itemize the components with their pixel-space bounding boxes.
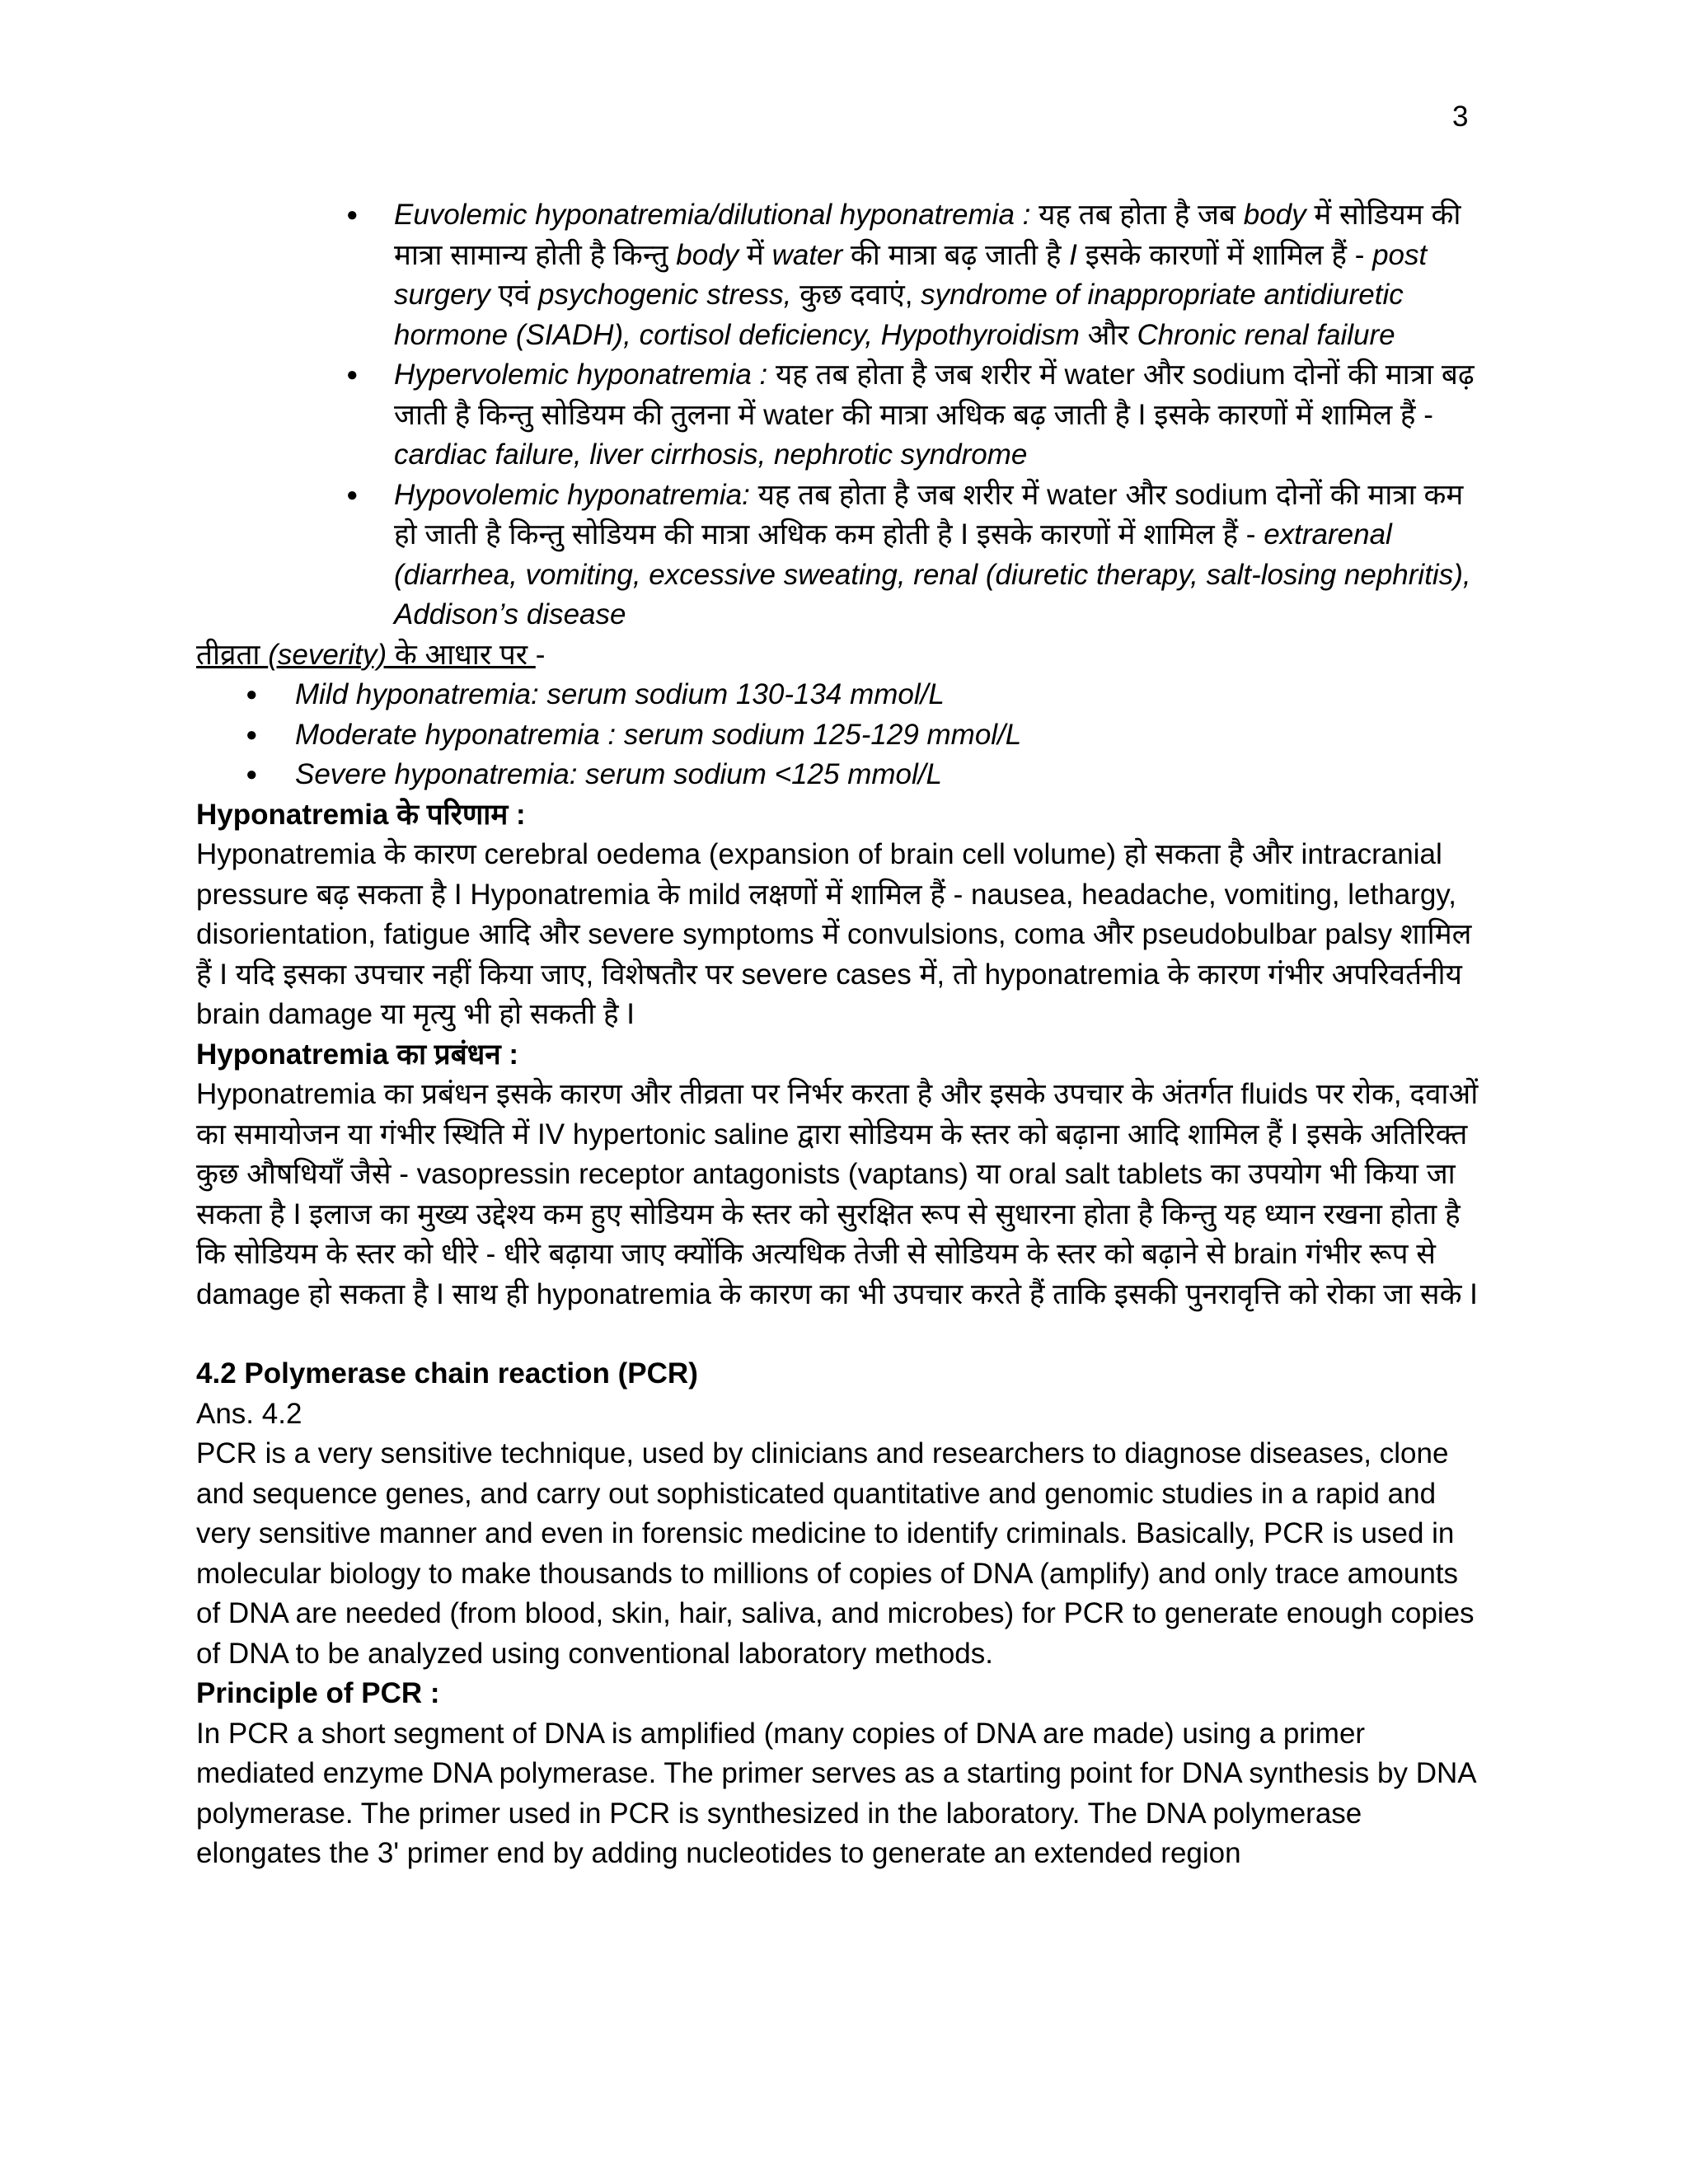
type-text: में सोडियम की मात्रा सामान्य होती है किन्तु — [394, 199, 1461, 271]
type-text: इसके कारणों में शामिल हैं - — [1076, 238, 1373, 271]
list-item-hypervolemic — [196, 355, 1482, 476]
pcr-intro-paragraph: PCR is a very sensitive technique, used by clinicians and researchers to diagnose diseases, clone and sequence genes, and carry out sophisticated quantitative and genomic studies in a rapid and very sensitive manner and even in forensic medicine to identify criminals. Basically, PCR is used in molecular biology to make thousands to millions of copies of DNA (amplify) and only trace amounts of DNA are needed (from blood, skin, hair, saliva, and microbes) for PCR to generate enough copies of DNA to be analyzed using conventional laboratory methods. — [196, 1437, 1475, 1670]
consequences-heading: Hyponatremia के परिणाम : — [196, 798, 526, 831]
type-text: एवं — [490, 279, 538, 311]
pcr-principle-heading: Principle of PCR : — [196, 1677, 440, 1709]
section-spacer — [196, 1315, 1482, 1354]
type-description: यह तब होता है जब शरीर में water और sodium दोनों की मात्रा कम हो जाती है किन्तु सोडियम की मात्रा अधिक कम होती है I इसके कारणों में शामिल हैं - — [394, 478, 1464, 551]
type-term: Hypervolemic hyponatremia : — [394, 359, 768, 391]
type-text-italic: water — [771, 238, 843, 271]
management-heading: Hyponatremia का प्रबंधन : — [196, 1038, 519, 1071]
type-term: Hypovolemic hyponatremia: — [394, 478, 750, 511]
list-item-euvolemic — [196, 195, 1482, 355]
page-number: 3 — [1452, 101, 1469, 133]
type-text-italic: psychogenic stress, — [537, 279, 792, 311]
consequences-paragraph: Hyponatremia के कारण cerebral oedema (expansion of brain cell volume) हो सकता है और intracranial pressure बढ़ सकता है I Hyponatremia के mild लक्षणों में शामिल हैं - nausea, headache, vomiting, lethargy, disorientation, fatigue आदि और severe symptoms में convulsions, coma और pseudobulbar palsy शामिल हैं I यदि इसका उपचार नहीं किया जाए, विशेषतौर पर severe cases में, तो hyponatremia के कारण गंभीर अपरिवर्तनीय brain damage या मृत्यु भी हो सकती है I — [196, 838, 1472, 1030]
type-text-italic: post surgery — [394, 238, 1428, 311]
type-text-italic: Chronic renal failure — [1137, 318, 1395, 351]
pcr-answer-label: Ans. 4.2 — [196, 1397, 302, 1430]
severity-item: ● Severe hyponatremia: serum sodium <125 mmol/L — [196, 755, 1482, 795]
type-text: में — [738, 238, 772, 271]
pcr-principle-paragraph: In PCR a short segment of DNA is amplified (many copies of DNA are made) using a primer mediated enzyme DNA polymerase. The primer serves as a starting point for DNA synthesis by DNA polymerase. The primer used in PCR is synthesized in the laboratory. The DNA polymerase elongates the 3' primer end by adding nucleotides to generate an extended region — [196, 1717, 1475, 1869]
type-term: Euvolemic hyponatremia/dilutional hyponatremia : — [394, 199, 1031, 231]
type-text: यह तब होता है जब — [1030, 199, 1244, 231]
type-description: यह तब होता है जब शरीर में water और sodium दोनों की मात्रा बढ़ जाती है किन्तु सोडियम की तुलना में water की मात्रा अधिक बढ़ जाती है I इसके कारणों में शामिल हैं - — [394, 359, 1475, 431]
type-text: और — [1079, 318, 1137, 351]
type-text-italic: body — [1243, 199, 1306, 231]
type-text: की मात्रा बढ़ जाती है — [842, 238, 1070, 271]
type-text: कुछ दवाएं, — [791, 279, 921, 311]
type-causes: extrarenal (diarrhea, vomiting, excessive sweating, renal (diuretic therapy, salt-losing nephritis), Addison’s disease — [394, 518, 1471, 630]
type-text-italic: syndrome of inappropriate antidiuretic hormone (SIADH), cortisol deficiency, Hypothyroidism — [394, 279, 1404, 351]
severity-list — [196, 675, 1482, 795]
severity-heading: तीव्रता (severity) के आधार पर - — [196, 638, 546, 671]
management-paragraph: Hyponatremia का प्रबंधन इसके कारण और तीव्रता पर निर्भर करता है और इसके उपचार के अंतर्गत fluids पर रोक, दवाओं का समायोजन या गंभीर स्थिति में IV hypertonic saline द्वारा सोडियम के स्तर को बढ़ाना आदि शामिल हैं I इसके अतिरिक्त कुछ औषधियाँ जैसे - vasopressin receptor antagonists (vaptans) या oral salt tablets का उपयोग भी किया जा सकता है I इलाज का मुख्य उद्देश्य कम हुए सोडियम के स्तर को सुरक्षित रूप से सुधारना होता है किन्तु यह ध्यान रखना होता है कि सोडियम के स्तर को धीरे - धीरे बढ़ाया जाए क्योंकि अत्यधिक तेजी से सोडियम के स्तर को बढ़ाने से brain गंभीर रूप से damage हो सकता है I साथ ही hyponatremia के कारण का भी उपचार करते हैं ताकि इसकी पुनरावृत्ति को रोका जा सके I — [196, 1078, 1479, 1310]
list-item-hypovolemic — [196, 476, 1482, 635]
type-text-italic: body — [676, 238, 739, 271]
type-causes: cardiac failure, liver cirrhosis, nephrotic syndrome — [394, 438, 1028, 471]
severity-item: ● Moderate hyponatremia : serum sodium 125-129 mmol/L — [196, 715, 1482, 756]
type-text-italic: I — [1069, 238, 1077, 271]
severity-item: ● Mild hyponatremia: serum sodium 130-134 mmol/L — [196, 675, 1482, 715]
hyponatremia-types-list — [196, 195, 1482, 635]
pcr-heading: 4.2 Polymerase chain reaction (PCR) — [196, 1357, 698, 1390]
page-content — [196, 195, 1482, 1874]
